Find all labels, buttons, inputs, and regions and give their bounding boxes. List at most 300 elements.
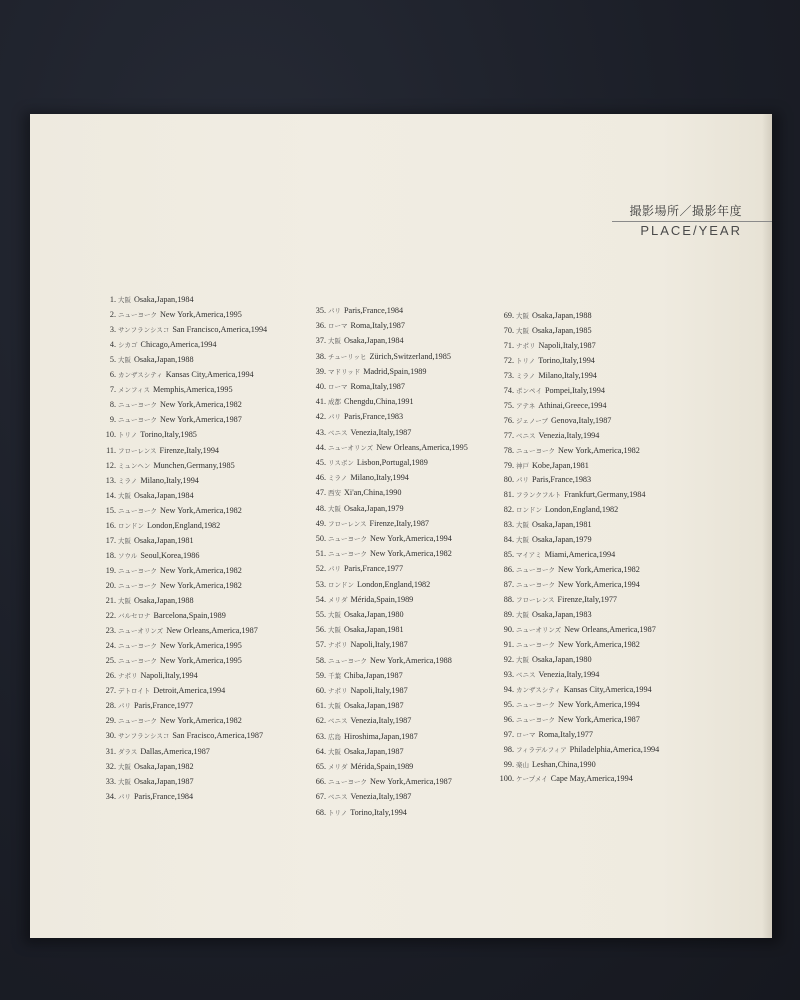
item-number: 28. bbox=[105, 701, 116, 711]
item-place-jp: パリ bbox=[118, 702, 131, 711]
list-item bbox=[308, 595, 413, 605]
item-place-year: Osaka,Japan,1983 bbox=[532, 610, 592, 619]
item-number: 67. bbox=[315, 792, 326, 802]
list-item bbox=[496, 550, 615, 560]
item-place-jp: トリノ bbox=[328, 808, 348, 817]
list-item bbox=[496, 595, 617, 605]
item-number: 50. bbox=[315, 534, 326, 543]
item-place-year: Osaka,Japan,1982 bbox=[134, 761, 194, 771]
item-number: 62. bbox=[315, 716, 326, 726]
list-item bbox=[308, 488, 401, 498]
item-place-jp: メンフィス bbox=[118, 386, 150, 395]
item-number: 5. bbox=[109, 355, 116, 365]
item-place-jp: ニューヨーク bbox=[118, 657, 157, 666]
item-place-jp: ニューヨーク bbox=[118, 566, 157, 575]
item-place-jp: ローマ bbox=[516, 730, 536, 739]
item-place-jp: サンフランシスコ bbox=[118, 732, 170, 741]
list-item bbox=[308, 671, 403, 681]
list-item bbox=[308, 701, 404, 711]
item-number: 99. bbox=[503, 759, 514, 769]
list-item bbox=[308, 519, 429, 529]
item-number: 55. bbox=[315, 610, 326, 619]
item-place-year: New York,America,1994 bbox=[370, 534, 452, 543]
item-place-year: San Fracisco,America,1987 bbox=[172, 731, 264, 741]
list-item bbox=[496, 431, 599, 441]
item-place-year: Milano,Italy,1994 bbox=[140, 475, 199, 485]
item-place-year: Madrid,Spain,1989 bbox=[363, 366, 427, 376]
item-place-jp: ナポリ bbox=[118, 672, 138, 681]
item-place-year: New York,America,1982 bbox=[160, 580, 242, 590]
item-place-jp: 大阪 bbox=[118, 597, 131, 605]
list-item bbox=[98, 566, 242, 576]
item-place-year: Osaka,Japan,1988 bbox=[134, 355, 194, 365]
list-item bbox=[496, 685, 652, 695]
item-number: 41. bbox=[315, 397, 326, 407]
item-number: 8. bbox=[109, 400, 116, 410]
item-place-jp: 大阪 bbox=[328, 504, 341, 513]
header-title-en: PLACE/YEAR bbox=[612, 221, 772, 238]
list-item bbox=[496, 401, 606, 411]
item-place-year: Osaka,Japan,1985 bbox=[532, 325, 592, 335]
item-place-year: Kansas City,America,1994 bbox=[563, 684, 652, 694]
list-item bbox=[98, 355, 194, 365]
item-place-year: San Francisco,America,1994 bbox=[172, 325, 268, 335]
item-number: 4. bbox=[109, 340, 116, 350]
item-number: 48. bbox=[315, 503, 326, 513]
list-item bbox=[496, 655, 592, 665]
item-number: 82. bbox=[503, 505, 514, 515]
item-number: 17. bbox=[105, 535, 116, 545]
item-place-year: Osaka,Japan,1981 bbox=[344, 625, 404, 635]
list-item bbox=[496, 520, 592, 530]
item-place-year: New York,America,1995 bbox=[160, 641, 242, 651]
list-item bbox=[308, 428, 411, 438]
item-place-year: New York,America,1995 bbox=[160, 656, 242, 666]
list-item bbox=[496, 490, 645, 500]
item-number: 96. bbox=[503, 714, 514, 724]
item-place-year: Firenze,Italy,1977 bbox=[557, 595, 618, 605]
item-number: 68. bbox=[315, 807, 326, 817]
item-place-jp: ベニス bbox=[516, 670, 536, 679]
header-title-jp: 撮影場所／撮影年度 bbox=[629, 204, 742, 218]
item-number: 84. bbox=[503, 535, 514, 545]
item-place-year: Hiroshima,Japan,1987 bbox=[344, 731, 418, 741]
item-place-year: Firenze,Italy,1987 bbox=[369, 518, 430, 528]
item-place-jp: フローレンス bbox=[516, 596, 555, 605]
item-place-year: Chiba,Japan,1987 bbox=[344, 670, 403, 680]
item-place-jp: 大阪 bbox=[516, 536, 529, 545]
item-number: 89. bbox=[503, 610, 514, 619]
item-place-jp: フィラデルフィア bbox=[516, 745, 567, 754]
item-place-year: Napoli,Italy,1987 bbox=[350, 686, 408, 695]
item-number: 54. bbox=[315, 594, 326, 604]
item-place-year: Chengdu,China,1991 bbox=[344, 397, 414, 407]
item-place-jp: ニューオリンズ bbox=[328, 443, 374, 452]
item-number: 36. bbox=[315, 321, 326, 331]
item-place-year: New York,America,1982 bbox=[558, 639, 640, 649]
item-place-year: Miami,America,1994 bbox=[544, 550, 616, 560]
item-place-jp: パリ bbox=[328, 307, 341, 315]
item-place-year: Napoli,Italy,1987 bbox=[350, 640, 408, 650]
item-number: 86. bbox=[503, 565, 514, 575]
item-number: 80. bbox=[503, 475, 514, 485]
item-place-year: Osaka,Japan,1979 bbox=[532, 535, 592, 545]
list-item bbox=[98, 476, 199, 486]
list-item bbox=[496, 416, 611, 426]
list-item bbox=[496, 625, 656, 635]
item-place-year: Roma,Italy,1987 bbox=[350, 321, 405, 331]
item-number: 24. bbox=[105, 641, 116, 651]
item-place-year: Osaka,Japan,1981 bbox=[532, 520, 592, 530]
list-item bbox=[496, 341, 596, 351]
item-number: 61. bbox=[315, 701, 326, 711]
list-item bbox=[496, 580, 640, 590]
item-place-year: Pompei,Italy,1994 bbox=[545, 385, 605, 395]
list-item bbox=[98, 656, 242, 666]
item-place-jp: フランクフルト bbox=[516, 491, 562, 500]
item-number: 72. bbox=[503, 355, 514, 365]
item-place-jp: ミラノ bbox=[118, 476, 138, 485]
item-place-year: Roma,Italy,1977 bbox=[538, 729, 593, 739]
item-place-jp: ソウル bbox=[118, 551, 138, 560]
list-item bbox=[98, 295, 194, 305]
item-number: 27. bbox=[105, 686, 116, 696]
list-item bbox=[496, 475, 591, 485]
item-place-jp: ニューヨーク bbox=[516, 715, 555, 724]
item-place-jp: 神戸 bbox=[516, 461, 529, 470]
item-place-jp: ベニス bbox=[516, 431, 536, 440]
item-number: 91. bbox=[503, 639, 514, 649]
item-number: 66. bbox=[315, 777, 326, 787]
list-item bbox=[98, 731, 263, 741]
item-place-jp: 大阪 bbox=[516, 326, 529, 335]
item-number: 94. bbox=[503, 684, 514, 694]
item-number: 97. bbox=[503, 729, 514, 739]
item-place-year: Paris,France,1977 bbox=[344, 564, 404, 574]
item-place-year: New York,America,1982 bbox=[370, 549, 452, 559]
item-place-jp: ナポリ bbox=[516, 341, 536, 350]
list-item bbox=[308, 747, 404, 757]
item-place-year: Detroit,America,1994 bbox=[153, 686, 226, 696]
item-place-jp: ニューヨーク bbox=[328, 535, 367, 543]
item-place-year: Napoli,Italy,1987 bbox=[538, 340, 596, 350]
item-number: 23. bbox=[105, 626, 116, 636]
item-place-year: Napoli,Italy,1994 bbox=[140, 671, 198, 681]
item-number: 3. bbox=[109, 325, 116, 335]
list-item bbox=[98, 792, 193, 802]
item-place-jp: ミラノ bbox=[516, 371, 536, 380]
item-number: 64. bbox=[315, 746, 326, 756]
list-item bbox=[496, 610, 592, 620]
item-number: 11. bbox=[106, 445, 116, 455]
item-place-jp: ローマ bbox=[328, 322, 348, 331]
list-item bbox=[98, 626, 258, 636]
list-item bbox=[98, 400, 242, 410]
item-place-jp: ベニス bbox=[328, 793, 348, 802]
list-item bbox=[496, 356, 595, 366]
item-place-year: Torino,Italy,1985 bbox=[140, 430, 197, 440]
list-item bbox=[496, 565, 640, 575]
list-item bbox=[308, 732, 418, 742]
item-place-year: Venezia,Italy,1994 bbox=[538, 669, 600, 679]
item-number: 37. bbox=[315, 336, 326, 346]
item-place-jp: ニューヨーク bbox=[118, 506, 157, 515]
item-place-year: Seoul,Korea,1986 bbox=[140, 550, 200, 560]
item-place-year: Athinai,Greece,1994 bbox=[538, 400, 607, 410]
list-item bbox=[98, 686, 225, 696]
list-item bbox=[308, 580, 430, 590]
item-place-year: Frankfurt,Germany,1984 bbox=[564, 490, 646, 500]
item-number: 46. bbox=[315, 473, 326, 483]
list-item bbox=[98, 461, 235, 471]
item-place-year: Osaka,Japan,1987 bbox=[134, 776, 194, 786]
item-place-jp: ナポリ bbox=[328, 641, 348, 650]
item-number: 83. bbox=[503, 520, 514, 530]
item-number: 59. bbox=[315, 670, 326, 680]
item-place-year: Osaka,Japan,1988 bbox=[134, 596, 194, 605]
item-place-year: London,England,1982 bbox=[545, 505, 619, 515]
item-place-jp: 千葉 bbox=[328, 671, 341, 680]
item-place-jp: ケープメイ bbox=[516, 775, 548, 784]
item-place-jp: トリノ bbox=[516, 356, 536, 365]
book-page bbox=[30, 114, 772, 938]
item-place-jp: ニューヨーク bbox=[516, 581, 555, 590]
item-place-jp: ダラス bbox=[118, 747, 138, 756]
item-place-jp: フローレンス bbox=[328, 519, 367, 528]
item-place-jp: ナポリ bbox=[328, 687, 348, 695]
list-item bbox=[496, 774, 633, 784]
list-item bbox=[98, 551, 199, 561]
item-number: 7. bbox=[109, 385, 116, 395]
item-number: 47. bbox=[315, 488, 326, 498]
item-place-year: Cape May,America,1994 bbox=[550, 774, 633, 784]
item-place-year: Mérida,Spain,1989 bbox=[350, 594, 414, 604]
item-number: 57. bbox=[315, 640, 326, 650]
item-number: 70. bbox=[503, 325, 514, 335]
item-place-jp: ポンペイ bbox=[516, 386, 542, 395]
list-item bbox=[496, 311, 592, 321]
item-place-jp: 広島 bbox=[328, 732, 341, 741]
item-number: 32. bbox=[105, 761, 116, 771]
item-number: 31. bbox=[105, 746, 116, 756]
item-place-jp: カンザスシティ bbox=[118, 371, 163, 380]
item-place-jp: 大阪 bbox=[516, 521, 529, 530]
item-place-jp: マイアミ bbox=[516, 551, 542, 560]
item-place-jp: パリ bbox=[328, 413, 341, 422]
item-place-year: Osaka,Japan,1980 bbox=[532, 654, 592, 664]
item-number: 71. bbox=[503, 340, 514, 350]
item-number: 30. bbox=[105, 731, 116, 741]
item-number: 14. bbox=[105, 490, 116, 500]
item-place-year: Osaka,Japan,1987 bbox=[344, 746, 404, 756]
item-number: 58. bbox=[315, 655, 326, 665]
list-item bbox=[98, 325, 267, 335]
item-place-jp: ニューヨーク bbox=[118, 642, 157, 651]
item-place-year: Kansas City,America,1994 bbox=[165, 370, 254, 380]
item-place-year: London,England,1982 bbox=[147, 520, 221, 530]
item-place-year: Osaka,Japan,1988 bbox=[532, 311, 592, 320]
item-place-jp: カンザスシティ bbox=[516, 685, 561, 694]
item-place-year: Osaka,Japan,1984 bbox=[134, 295, 194, 304]
item-number: 43. bbox=[315, 427, 326, 437]
item-number: 42. bbox=[315, 412, 326, 422]
item-number: 100. bbox=[499, 774, 514, 784]
list-item bbox=[308, 504, 404, 514]
item-place-year: Genova,Italy,1987 bbox=[550, 415, 612, 425]
item-place-year: Venezia,Italy,1994 bbox=[538, 430, 600, 440]
item-number: 12. bbox=[105, 460, 116, 470]
list-item bbox=[98, 385, 233, 395]
list-item bbox=[308, 656, 452, 666]
item-number: 95. bbox=[503, 699, 514, 709]
item-place-year: Kobe,Japan,1981 bbox=[532, 460, 589, 470]
item-place-jp: 大阪 bbox=[328, 626, 341, 635]
item-number: 29. bbox=[105, 716, 116, 726]
item-place-jp: パリ bbox=[516, 476, 529, 485]
item-number: 22. bbox=[105, 611, 116, 621]
item-place-jp: ローマ bbox=[328, 383, 348, 391]
item-place-jp: 大阪 bbox=[118, 536, 131, 545]
item-place-jp: バルセロナ bbox=[118, 612, 151, 621]
item-number: 88. bbox=[503, 595, 514, 605]
item-number: 53. bbox=[315, 579, 326, 589]
item-number: 26. bbox=[105, 671, 116, 681]
item-place-jp: 大阪 bbox=[118, 777, 131, 786]
item-place-jp: 大阪 bbox=[516, 611, 529, 619]
item-number: 73. bbox=[503, 370, 514, 380]
item-place-jp: サンフランシスコ bbox=[118, 326, 170, 335]
item-place-year: Milano,Italy,1994 bbox=[350, 473, 409, 483]
item-place-jp: パリ bbox=[118, 792, 131, 801]
page-header bbox=[602, 202, 772, 240]
list-item bbox=[308, 777, 452, 787]
item-place-year: Venezia,Italy,1987 bbox=[350, 427, 412, 437]
list-item bbox=[496, 505, 618, 515]
item-number: 78. bbox=[503, 445, 514, 455]
list-item bbox=[98, 430, 197, 440]
item-place-year: New Orleans,America,1987 bbox=[564, 624, 656, 634]
list-item bbox=[308, 473, 409, 483]
item-number: 35. bbox=[315, 306, 326, 315]
item-place-jp: 大阪 bbox=[516, 655, 529, 664]
list-item bbox=[496, 745, 659, 755]
list-item bbox=[496, 670, 599, 680]
item-place-year: Paris,France,1984 bbox=[344, 306, 404, 315]
list-item bbox=[98, 506, 242, 516]
list-item bbox=[308, 443, 468, 453]
list-item bbox=[98, 671, 198, 681]
item-place-year: New York,America,1987 bbox=[160, 415, 242, 425]
item-place-jp: ニューヨーク bbox=[328, 778, 367, 787]
item-number: 15. bbox=[105, 505, 116, 515]
item-place-jp: 大阪 bbox=[328, 702, 341, 711]
list-item bbox=[308, 640, 408, 650]
item-number: 63. bbox=[315, 731, 326, 741]
list-item bbox=[308, 534, 452, 544]
item-place-jp: マドリッド bbox=[328, 367, 361, 376]
item-place-year: New York,America,1982 bbox=[160, 716, 242, 726]
item-number: 21. bbox=[105, 596, 116, 605]
list-item bbox=[308, 686, 408, 696]
item-place-jp: ニューオリンズ bbox=[118, 627, 164, 636]
item-place-year: New York,America,1982 bbox=[558, 445, 640, 455]
item-place-jp: デトロイト bbox=[118, 687, 151, 696]
item-place-jp: 楽山 bbox=[516, 760, 529, 769]
item-number: 18. bbox=[105, 550, 116, 560]
item-number: 85. bbox=[503, 550, 514, 560]
item-number: 92. bbox=[503, 654, 514, 664]
list-item bbox=[308, 352, 451, 362]
item-place-jp: ベニス bbox=[328, 428, 348, 437]
item-number: 93. bbox=[503, 669, 514, 679]
list-item bbox=[496, 446, 640, 456]
list-item bbox=[308, 625, 404, 635]
item-place-jp: ベニス bbox=[328, 717, 348, 726]
item-place-year: Philadelphia,America,1994 bbox=[569, 744, 660, 754]
item-number: 1. bbox=[109, 295, 116, 304]
list-item bbox=[308, 336, 404, 346]
item-place-jp: 大阪 bbox=[118, 356, 131, 365]
item-place-jp: ニューヨーク bbox=[118, 401, 157, 410]
list-item bbox=[98, 747, 210, 757]
item-number: 44. bbox=[315, 442, 326, 452]
item-place-jp: ニューヨーク bbox=[516, 446, 555, 455]
list-item bbox=[308, 564, 403, 574]
item-number: 51. bbox=[315, 549, 326, 559]
item-place-jp: ニューヨーク bbox=[516, 700, 555, 709]
list-item bbox=[308, 382, 405, 392]
item-number: 81. bbox=[503, 490, 514, 500]
item-place-year: Paris,France,1983 bbox=[532, 475, 592, 485]
item-place-year: New York,America,1982 bbox=[160, 400, 242, 410]
item-place-year: Dallas,America,1987 bbox=[140, 746, 210, 756]
item-place-year: New York,America,1982 bbox=[160, 505, 242, 515]
list-item bbox=[98, 611, 226, 621]
item-place-jp: ジェノーブ bbox=[516, 416, 548, 425]
item-place-year: Firenze,Italy,1994 bbox=[159, 445, 220, 455]
item-place-year: Barcelona,Spain,1989 bbox=[153, 611, 226, 621]
list-item bbox=[98, 521, 220, 531]
item-number: 65. bbox=[315, 762, 326, 771]
item-number: 75. bbox=[503, 400, 514, 410]
item-place-year: Paris,France,1983 bbox=[344, 412, 404, 422]
item-place-year: New York,America,1982 bbox=[160, 565, 242, 575]
list-item bbox=[98, 446, 219, 456]
list-item bbox=[98, 340, 216, 350]
item-number: 38. bbox=[315, 351, 326, 361]
item-place-jp: 大阪 bbox=[328, 747, 341, 756]
item-place-year: Osaka,Japan,1984 bbox=[344, 336, 404, 346]
item-place-jp: ロンドン bbox=[516, 506, 542, 515]
item-place-jp: ニューヨーク bbox=[328, 550, 367, 559]
item-place-jp: ニューヨーク bbox=[118, 581, 157, 590]
item-place-year: Paris,France,1977 bbox=[134, 701, 194, 711]
item-place-jp: アテネ bbox=[516, 401, 536, 410]
item-place-year: Lisbon,Portugal,1989 bbox=[356, 458, 428, 467]
item-place-jp: ニューヨーク bbox=[516, 640, 555, 649]
item-place-jp: ミュンヘン bbox=[118, 461, 151, 470]
item-place-jp: ニューオリンズ bbox=[516, 625, 562, 634]
item-number: 40. bbox=[315, 382, 326, 391]
list-item bbox=[98, 641, 242, 651]
item-place-jp: パリ bbox=[328, 565, 341, 574]
item-place-year: New York,America,1987 bbox=[370, 777, 452, 787]
item-place-year: Leshan,China,1990 bbox=[532, 759, 596, 769]
item-place-year: Osaka,Japan,1979 bbox=[344, 503, 404, 513]
item-place-year: Osaka,Japan,1981 bbox=[134, 535, 194, 545]
item-number: 45. bbox=[315, 458, 326, 467]
item-place-year: New York,America,1994 bbox=[558, 580, 640, 590]
